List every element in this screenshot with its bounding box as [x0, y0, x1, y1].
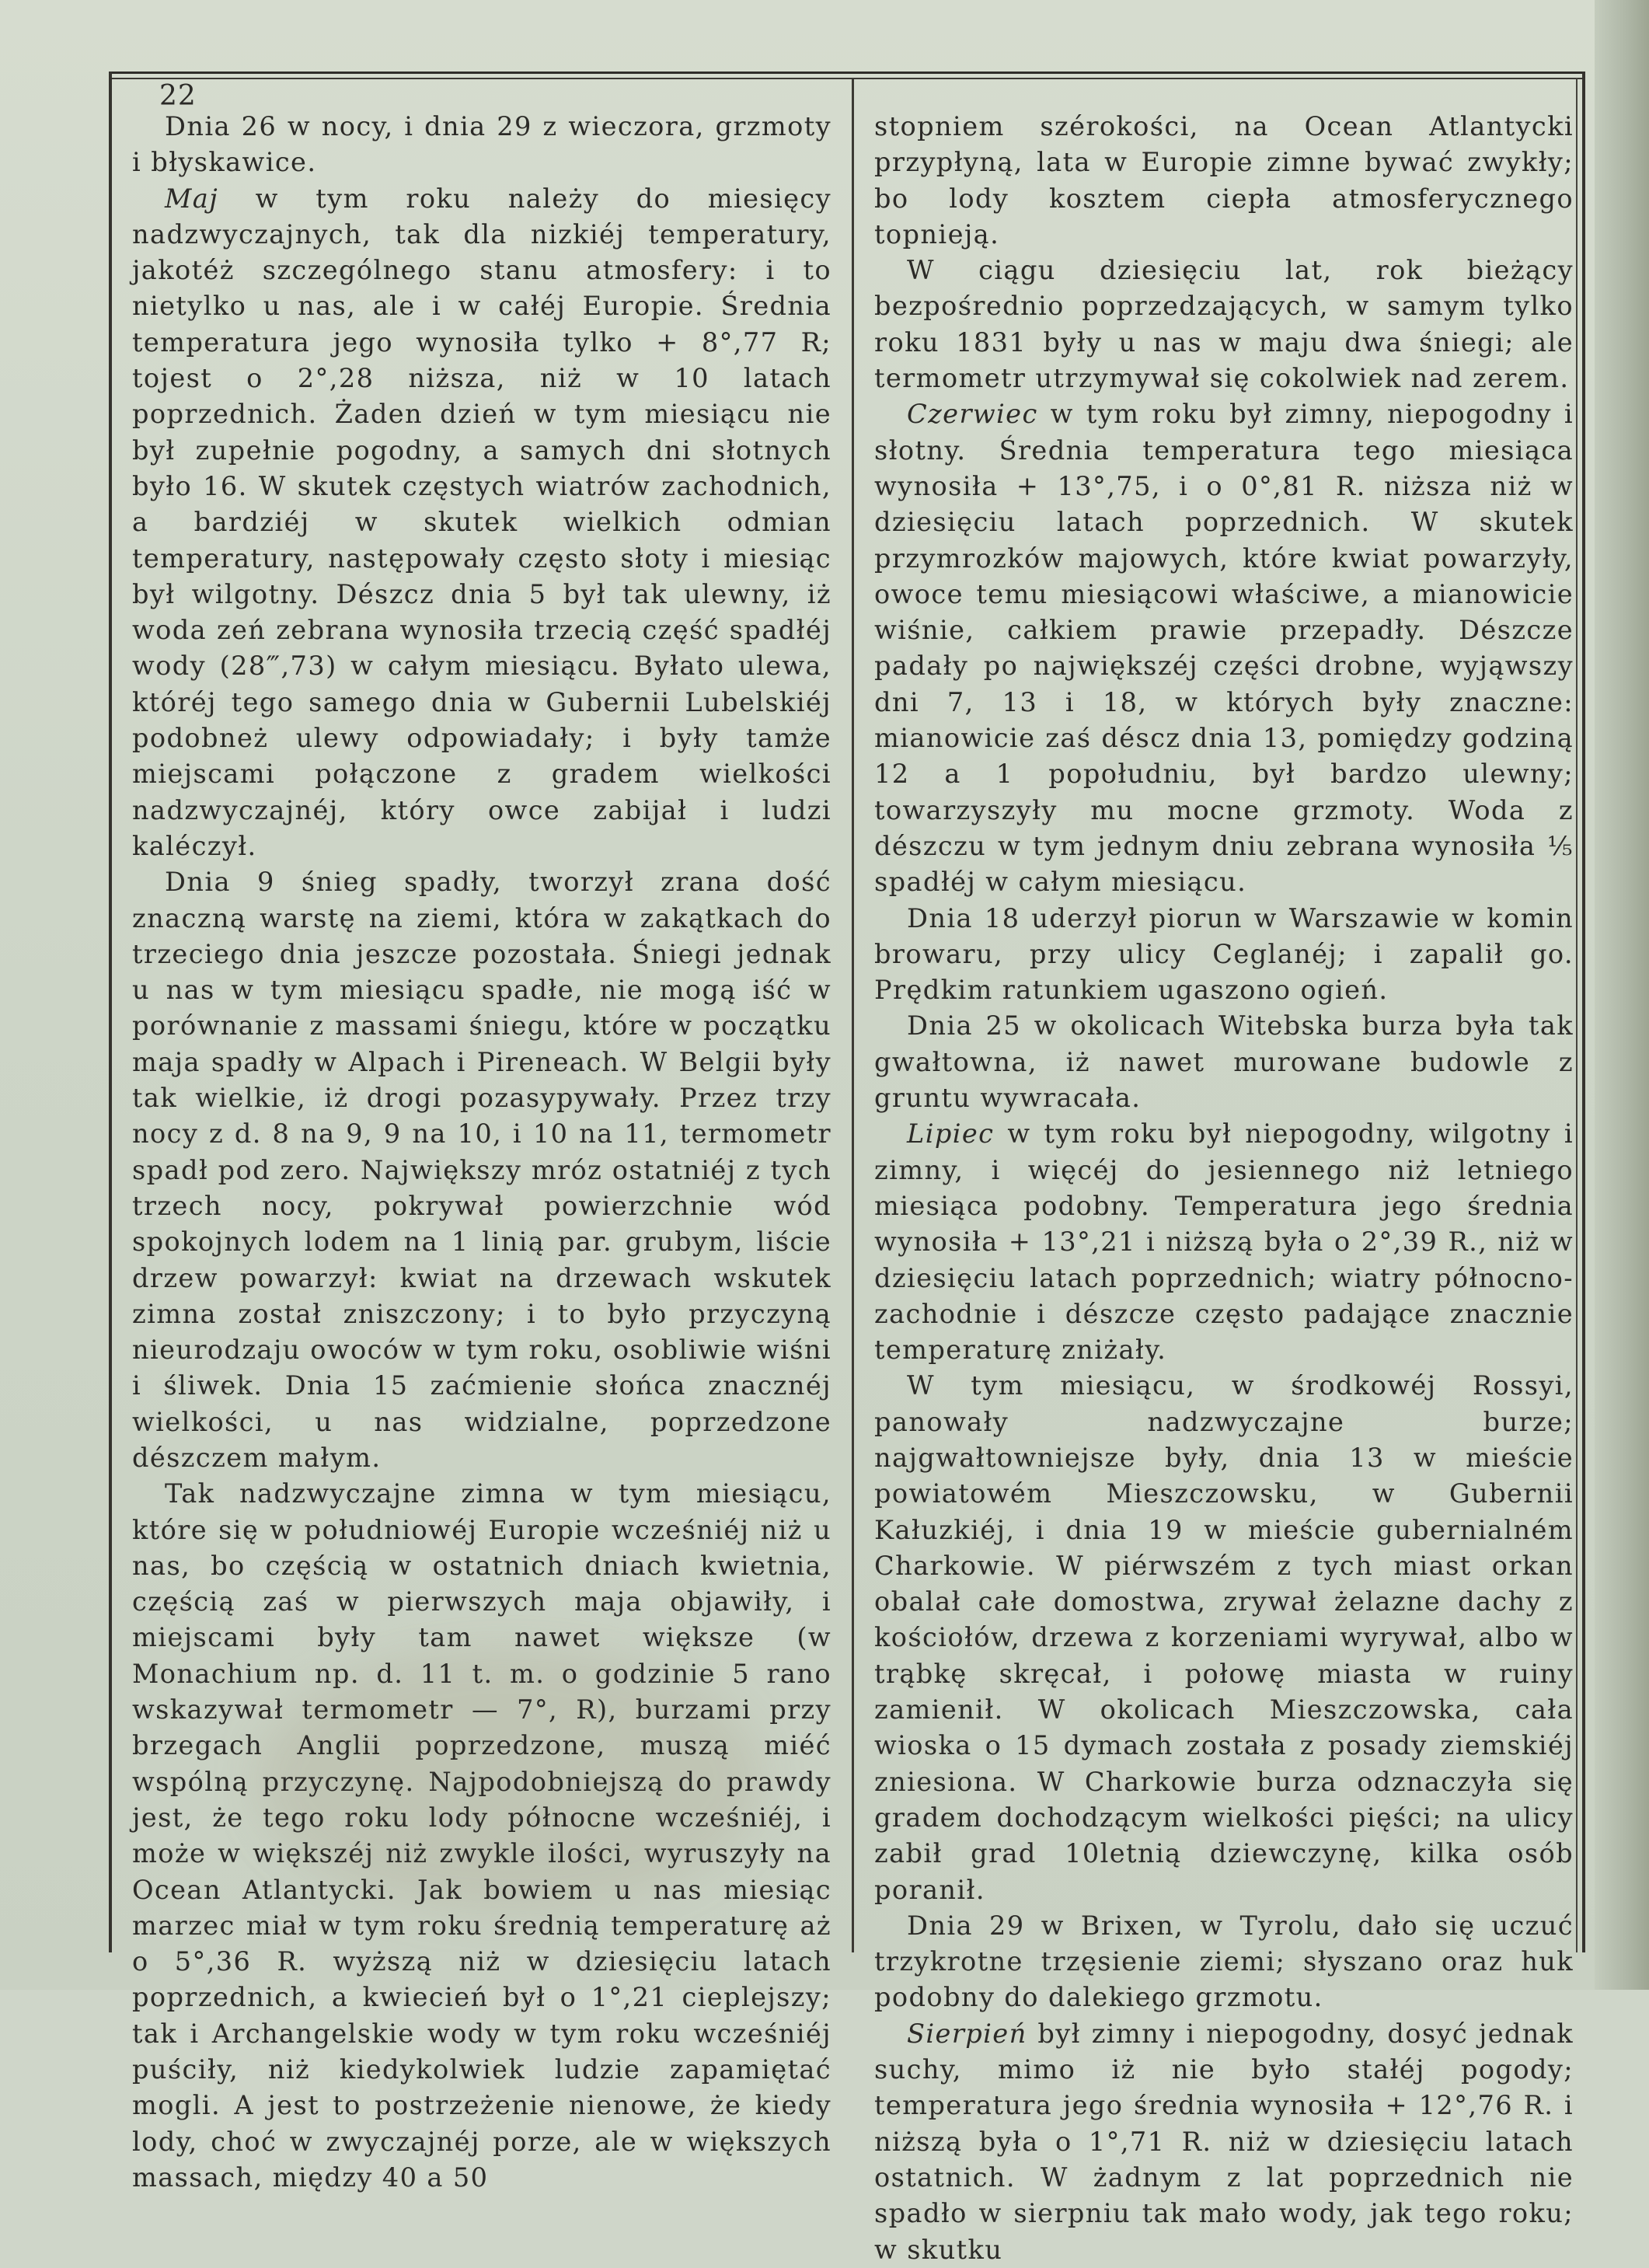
paragraph-text: w tym roku należy do miesięcy nadzwyczajnych, tak dla nizkiéj temperatury, jakotéż szczególnego stanu atmosfery: i to nietylko u nas, ale i w całéj Europie. Średnia temperatura jego wynosiła tylko + 8°,77 R; tojest o 2°,28 niższa, niż w 10 latach poprzednich. Żaden dzień w tym miesiącu nie był zupełnie pogodny, a samych dni słotnych było 16. W skutek częstych wiatrów zachodnich, a bardziéj w skutek wielkich odmian temperatury, następowały często słoty i miesiąc był wilgotny. Dészcz dnia 5 był tak ulewny, iż woda zeń zebrana wynosiła trzecią część spadłéj wody (28‴,73) w całym miesiącu. Byłato ulewa, któréj tego samego dnia w Gubernii Lubelskiéj podobneż ulewy odpowiadały; i były tamże miejscami połączone z gradem wielkości nadzwyczajnéj, który owce zabijał i ludzi kaléczył. [132, 183, 832, 861]
paragraph-june [874, 396, 1574, 900]
paragraph-august [874, 2016, 1574, 2268]
left-column [132, 109, 831, 2196]
paragraph-text: w tym roku był zimny, niepogodny i słotny. Średnia temperatura tego miesiąca wynosiła + 13°,75, i o 0°,81 R. niższa niż w dziesięciu latach poprzednich. W skutek przymrozków majowych, które kwiat powarzyły, owoce temu miesiącowi właściwe, a mianowicie wiśnie, całkiem prawie przepadły. Dészcze padały po największéj części drobne, wyjąwszy dni 7, 13 i 18, w których były znaczne: mianowicie zaś déscz dnia 13, pomiędzy godziną 12 a 1 popołudniu, był bardzo ulewny; towarzyszyły mu mocne grzmoty. Woda z dészczu w tym jednym dniu zebrana wynosiła ⅕ spadłéj w całym miesiącu. [874, 399, 1574, 898]
paragraph-text: stopniem szérokości, na Ocean Atlantycki przypłyną, lata w Europie zimne bywać zwykły; bo lody kosztem ciepła atmosferycznego topnieją. [874, 111, 1574, 249]
right-border-inner-rule [1576, 78, 1578, 1952]
column-divider-rule [852, 79, 854, 1952]
paragraph [874, 1368, 1574, 1907]
month-heading-august: Sierpień [907, 2018, 1027, 2049]
paragraph [874, 253, 1574, 396]
paragraph-text: Dnia 18 uderzył piorun w Warszawie w komin browaru, przy ulicy Ceglanéj; i zapalił go. Prędkim ratunkiem ugaszono ogień. [874, 902, 1574, 1006]
paragraph-text: był zimny i niepogodny, dosyć jednak suchy, mimo iż nie było stałéj pogody; temperatura jego średnia wynosiła + 12°,76 R. i niższą była o 1°,71 R. niż w dziesięciu latach ostatnich. W żadnym z lat poprzednich nie spadło w sierpniu tak mało wody, jak tego roku; w skutku [874, 2018, 1574, 2265]
paragraph-july [874, 1116, 1574, 1368]
paragraph-text: Dnia 29 w Brixen, w Tyrolu, dało się uczuć trzykrotne trzęsienie ziemi; słyszano oraz huk podobny do dalekiego grzmotu. [874, 1910, 1574, 2013]
paragraph-text: W ciągu dziesięciu lat, rok bieżący bezpośrednio poprzedzających, w samym tylko roku 1831 były u nas w maju dwa śniegi; ale termometr utrzymywał się cokolwiek nad zerem. [874, 255, 1574, 394]
month-heading-june: Czerwiec [907, 399, 1038, 430]
paragraph-may [132, 181, 831, 865]
paragraph [874, 1908, 1574, 2016]
paragraph-text: W tym miesiącu, w środkowéj Rossyi, panowały nadzwyczajne burze; najgwałtowniejsze były, dnia 13 w mieście powiatowém Mieszczowsku, w Gubernii Kałuzkiéj, i dnia 19 w mieście gubernialném Charkowie. W piérwszém z tych miast orkan obalał całe domostwa, zrywał żelazne dachy z kościołów, drzewa z korzeniami wyrywał, albo w trąbkę skręcał, i połowę miasta w ruiny zamienił. W okolicach Mieszczowska, cała wioska o 15 dymach została z posady ziemskiéj zniesiona. W Charkowie burza odznaczyła się gradem dochodzącym wielkości pięści; na ulicy zabił grad 10letnią dziewczynę, kilka osób poranił. [874, 1370, 1574, 1905]
left-border-rule [109, 72, 112, 1952]
paragraph [132, 1476, 831, 2196]
paragraph-text: Dnia 26 w nocy, i dnia 29 z wieczora, grzmoty i błyskawice. [132, 111, 831, 178]
right-border-rule [1582, 72, 1585, 1952]
month-heading-july: Lipiec [907, 1118, 995, 1150]
paragraph [132, 109, 831, 181]
paragraph [874, 901, 1574, 1009]
paragraph-continued [874, 109, 1574, 253]
paragraph-text: w tym roku był niepogodny, wilgotny i zimny, i więcéj do jesiennego niż letniego miesiąca podobny. Temperatura jego średnia wynosiła + 13°,21 i niższą była o 2°,39 R., niż w dziesięciu latach poprzednich; wiatry północno-zachodnie i dészcze często padające znacznie temperaturę zniżały. [874, 1118, 1574, 1366]
top-border-rule [109, 72, 1585, 74]
page-number: 22 [159, 80, 197, 112]
binding-spine [1595, 0, 1649, 1990]
top-border-inner-rule [109, 78, 1585, 79]
paragraph-text: Dnia 25 w okolicach Witebska burza była tak gwałtowna, iż nawet murowane budowle z gruntu wywracała. [874, 1010, 1574, 1114]
paragraph [132, 864, 831, 1476]
month-heading-may: Maj [165, 183, 219, 214]
paragraph-text: Tak nadzwyczajne zimna w tym miesiącu, które się w południowéj Europie wcześniéj niż u nas, bo częścią w ostatnich dniach kwietnia, częścią zaś w pierwszych maja objawiły, i miejscami były tam nawet większe (w Monachium np. d. 11 t. m. o godzinie 5 rano wskazywał termometr — 7°, R), burzami przy brzegach Anglii poprzedzone, muszą miéć wspólną przyczynę. Najpodobniejszą do prawdy jest, że tego roku lody północne wcześniéj, i może w większéj niż zwykle ilości, wyruszyły na Ocean Atlantycki. Jak bowiem u nas miesiąc marzec miał w tym roku średnią temperaturę aż o 5°,36 R. wyższą niż w dziesięciu latach poprzednich, a kwiecień był o 1°,21 cieplejszy; tak i Archangelskie wody w tym roku wcześniéj puściły, niż kiedykolwiek ludzie zapamiętać mogli. A jest to postrzeżenie nienowe, że kiedy lody, choć w zwyczajnéj porze, ale w większych massach, między 40 a 50 [132, 1478, 831, 2193]
paragraph-text: Dnia 9 śnieg spadły, tworzył zrana dość znaczną warstę na ziemi, która w zakątkach do trzeciego dnia jeszcze pozostała. Śniegi jednak u nas w tym miesiącu spadłe, nie mogą iść w porównanie z massami śniegu, które w początku maja spadły w Alpach i Pireneach. W Belgii były tak wielkie, iż drogi pozasypywały. Przez trzy nocy z d. 8 na 9, 9 na 10, i 10 na 11, termometr spadł pod zero. Największy mróz ostatniéj z tych trzech nocy, pokrywał powierzchnie wód spokojnych lodem na 1 linią par. grubym, liście drzew powarzył: kwiat na drzewach wskutek zimna został zniszczony; i to było przyczyną nieurodzaju owoców w tym roku, osobliwie wiśni i śliwek. Dnia 15 zaćmienie słońca znacznéj wielkości, u nas widzialne, poprzedzone dészczem małym. [132, 867, 831, 1473]
paragraph [874, 1008, 1574, 1116]
right-column [874, 109, 1574, 2268]
